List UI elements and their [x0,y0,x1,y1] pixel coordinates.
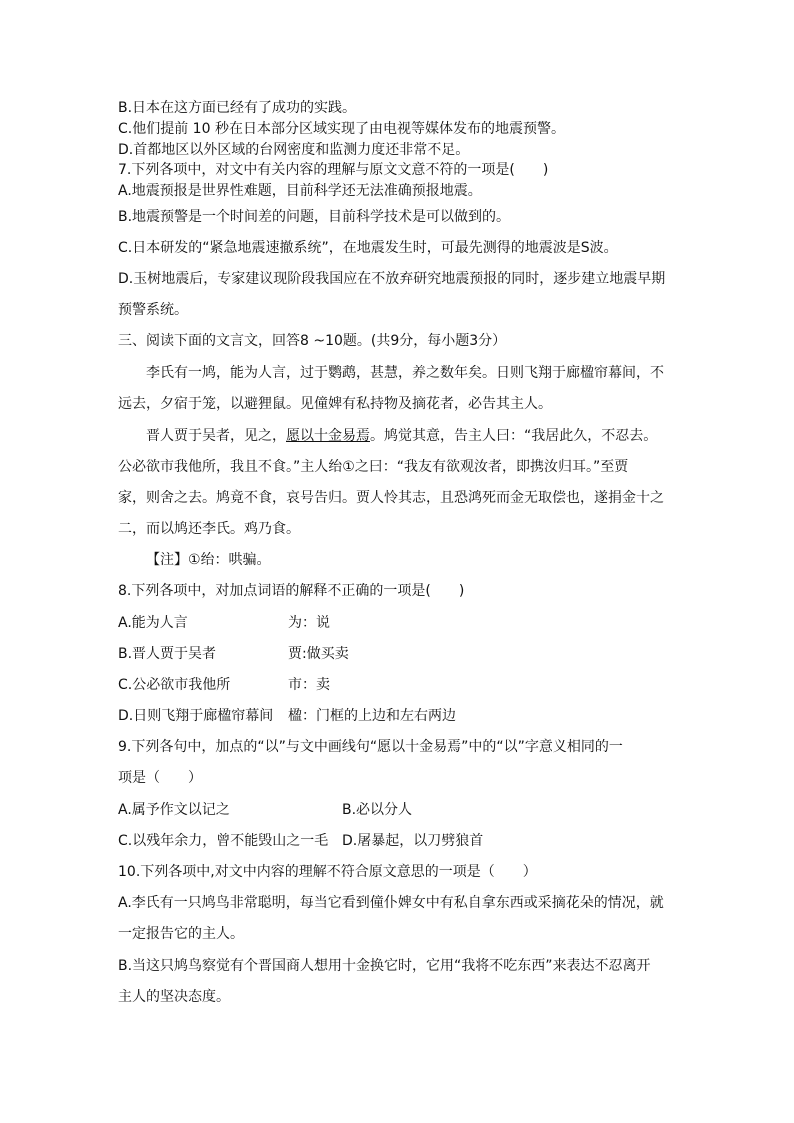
option-d-q6: D.首都地区以外区域的台网密度和监测力度还非常不足。 [118,142,470,158]
option-b-q10-cont: 主人的坚决态度。 [118,989,230,1005]
option-d-q7: D.玉树地震后，专家建议现阶段我国应在不放弃研究地震预报的同时，逐步建立地震早期 [118,271,666,287]
option-c-q9: C.以残年余力，曾不能毁山之一毛 [118,833,329,849]
option-explanation: 市：卖 [288,677,330,693]
question-7: 7.下列各项中，对文中有关内容的理解与原文文意不符的一项是( ) [118,162,549,178]
option-a-q8 [118,614,330,632]
option-phrase: D.日则飞翔于廊楹帘幕间 [118,708,274,724]
passage-line: 公必欲市我他所，我且不食。”主人绐①之曰：“我友有欲观汝者，即携汝归耳。”至贾 [118,459,629,475]
passage-line: 李氏有一鸠，能为人言，过于鹦鹉，甚慧，养之数年矣。日则飞翔于廊楹帘幕间，不 [146,365,664,381]
option-b-q10: B.当这只鸠鸟察觉有个晋国商人想用十金换它时，它用“我将不吃东西”来表达不忍离开 [118,958,651,974]
option-a-q9: A.属予作文以记之 [118,802,230,818]
option-a-q10-cont: 一定报告它的主人。 [118,926,244,942]
question-8: 8.下列各项中，对加点词语的解释不正确的一项是( ) [118,583,465,599]
option-phrase: A.能为人言 [118,615,188,631]
question-9-cont: 项是（ ） [118,770,202,786]
passage-line: 二，而以鸠还李氏。鸡乃食。 [118,521,300,537]
option-d-q8 [118,707,456,725]
passage-line: 远去，夕宿于笼，以避狸鼠。见僮婢有私持物及摘花者，必告其主人。 [118,396,552,412]
option-explanation: 贾:做买卖 [288,646,349,662]
underlined-sentence: 愿以十金易焉 [286,428,370,444]
option-a-q7: A.地震预报是世界性难题，目前科学还无法准确预报地震。 [118,183,482,199]
passage-text: 晋人贾于吴者，见之， [146,428,286,444]
option-b-q7: B.地震预警是一个时间差的问题，目前科学技术是可以做到的。 [118,209,511,225]
question-9: 9.下列各句中，加点的“以”与文中画线句“愿以十金易焉”中的“以”字意义相同的一 [118,739,623,755]
option-c-q7: C.日本研发的“紧急地震速撤系统”，在地震发生时，可最先测得的地震波是S波。 [118,240,618,256]
options-cd-q9 [118,832,483,850]
option-c-q6: C.他们提前 10 秒在日本部分区域实现了由电视等媒体发布的地震预警。 [118,121,565,137]
option-explanation: 楹：门框的上边和左右两边 [288,708,456,724]
option-a-q10: A.李氏有一只鸠鸟非常聪明，每当它看到僮仆婢女中有私自拿东西或采摘花朵的情况，就 [118,895,664,911]
section-3-heading: 三、阅读下面的文言文，回答8 ~10题。(共9分，每小题3分） [118,333,507,349]
option-c-q8 [118,676,330,694]
option-phrase: C.公必欲市我他所 [118,677,231,693]
option-d-q7-cont: 预警系统。 [118,302,188,318]
options-ab-q9 [118,801,412,819]
option-explanation: 为：说 [288,615,330,631]
passage-text: 。鸠觉其意，告主人曰：“我居此久，不忍去。 [370,428,658,444]
option-b-q8 [118,645,349,663]
option-b-q9: B.必以分人 [342,802,413,818]
option-phrase: B.晋人贾于吴者 [118,646,217,662]
passage-line: 家，则舍之去。鸠竟不食，哀号告归。贾人怜其志，且恐鸿死而金无取偿也，遂捐金十之 [118,490,664,506]
option-b-q6: B.日本在这方面已经有了成功的实践。 [118,100,357,116]
question-10: 10.下列各项中,对文中内容的理解不符合原文意思的一项是（ ） [118,864,537,880]
annotation-note: 【注】①绐：哄骗。 [146,552,271,568]
passage-line [146,427,657,445]
option-d-q9: D.屠暴起，以刀劈狼首 [342,833,484,849]
